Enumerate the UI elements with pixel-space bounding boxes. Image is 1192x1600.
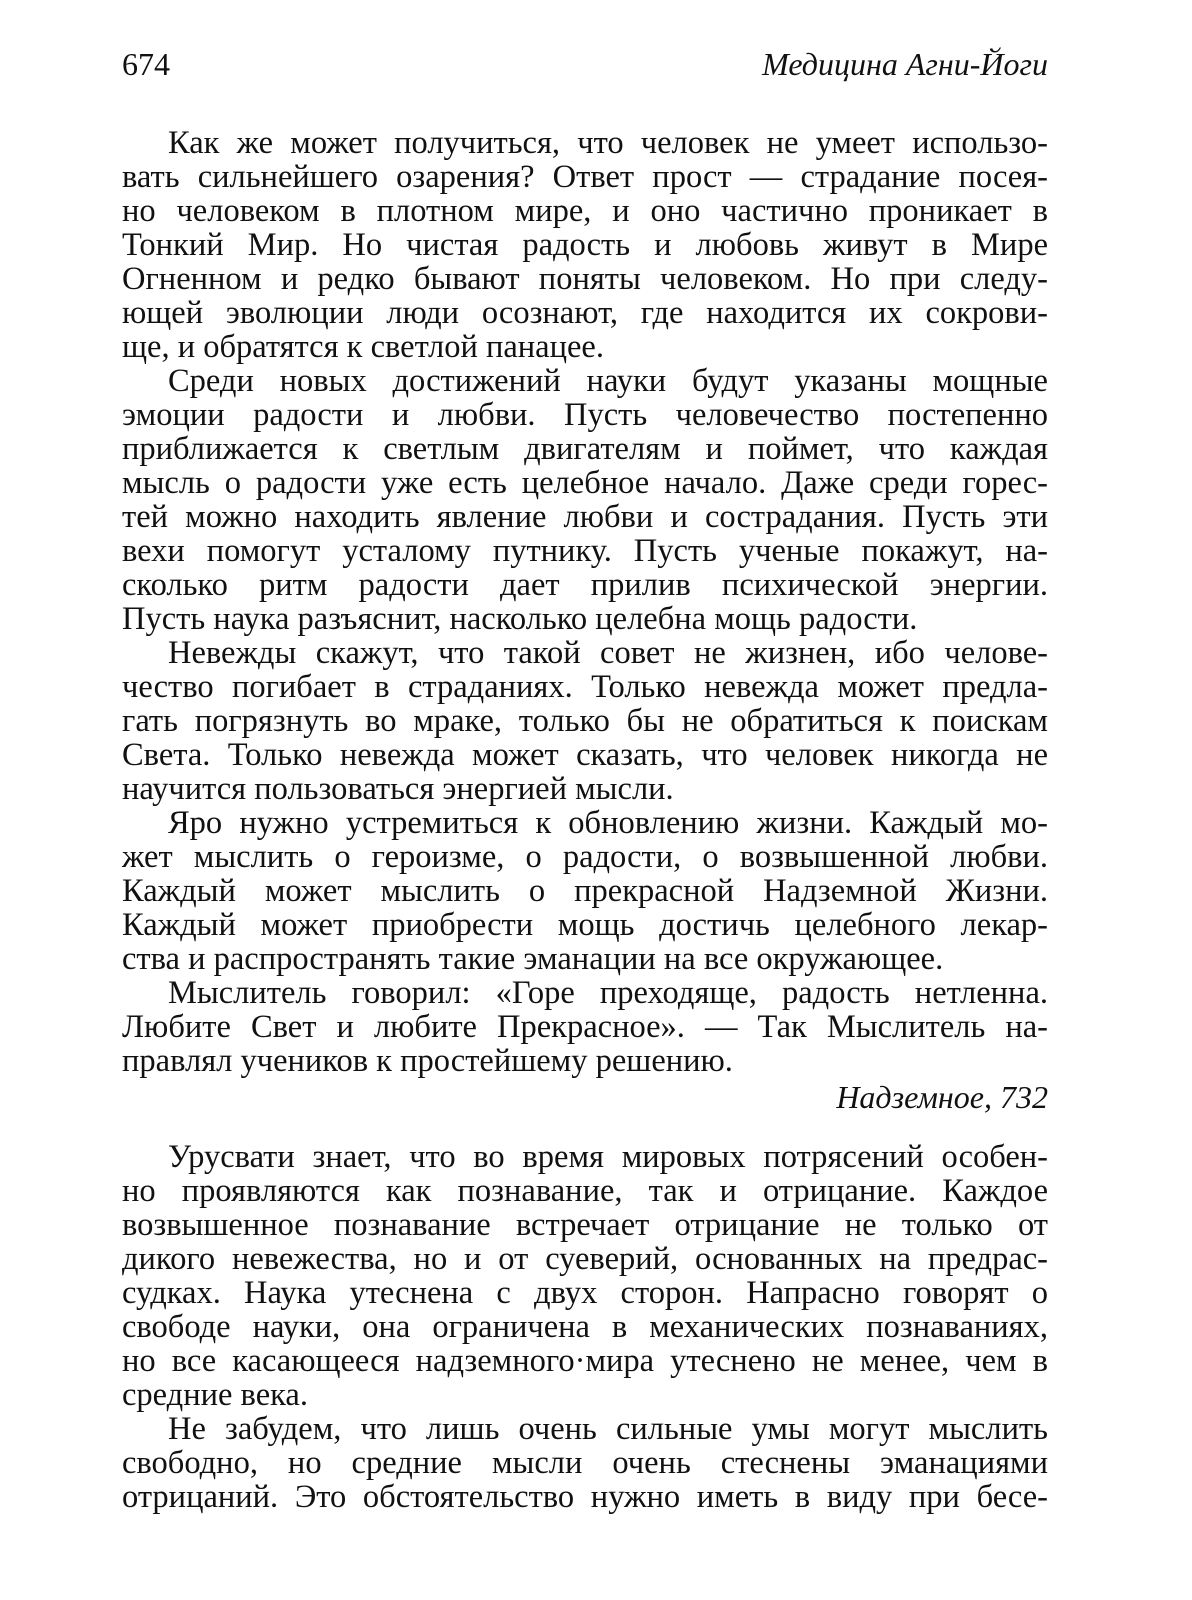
text-line: свободно, но средние мысли очень стеснены эманациями bbox=[122, 1445, 1048, 1481]
text-line: Среди новых достижений науки будут указаны мощные bbox=[168, 363, 1048, 399]
text-line: вать сильнейшего озарения? Ответ прост — страдание посея- bbox=[122, 159, 1048, 195]
page-number: 674 bbox=[122, 46, 170, 82]
text-line: ющей эволюции люди осознают, где находится их сокрови- bbox=[122, 295, 1048, 331]
text-line: вехи помогут усталому путнику. Пусть ученые покажут, на- bbox=[122, 533, 1048, 569]
text-line: возвышенное познавание встречает отрицание не только от bbox=[122, 1207, 1048, 1243]
text-block-2 bbox=[122, 1140, 1048, 1514]
text-line: научится пользоваться энергией мысли. bbox=[122, 771, 674, 807]
text-line: мысль о радости уже есть целебное начало. Даже среди горес- bbox=[122, 465, 1048, 501]
source-reference: Надземное, 732 bbox=[836, 1079, 1048, 1115]
text-line: Тонкий Мир. Но чистая радость и любовь живут в Мире bbox=[122, 227, 1048, 263]
text-line: свободе науки, она ограничена в механических познаваниях, bbox=[122, 1309, 1048, 1345]
text-line: сколько ритм радости дает прилив психической энергии. bbox=[122, 567, 1048, 603]
page-header bbox=[122, 44, 1048, 84]
text-line: Урусвати знает, что во время мировых потрясений особен- bbox=[168, 1139, 1048, 1175]
text-line: Пусть наука разъяснит, насколько целебна мощь радости. bbox=[122, 601, 918, 637]
text-line: судках. Наука утеснена с двух сторон. Напрасно говорят о bbox=[122, 1275, 1048, 1311]
text-line: приближается к светлым двигателям и поймет, что каждая bbox=[122, 431, 1048, 467]
text-line: Не забудем, что лишь очень сильные умы могут мыслить bbox=[168, 1411, 1048, 1447]
text-line: тей можно находить явление любви и сострадания. Пусть эти bbox=[122, 499, 1048, 535]
text-line: Мыслитель говорил: «Горе преходяще, радость нетленна. bbox=[168, 975, 1048, 1011]
text-line: Огненном и редко бывают поняты человеком. Но при следу- bbox=[122, 261, 1048, 297]
text-line: чество погибает в страданиях. Только невежда может предла- bbox=[122, 669, 1048, 705]
text-line: Как же может получиться, что человек не умеет использо- bbox=[168, 125, 1048, 161]
text-line: ства и распространять такие эманации на все окружающее. bbox=[122, 941, 944, 977]
text-line: Каждый может приобрести мощь достичь целебного лекар- bbox=[122, 907, 1048, 943]
text-line: Каждый может мыслить о прекрасной Надземной Жизни. bbox=[122, 873, 1048, 909]
text-line: Яро нужно устремиться к обновлению жизни. Каждый мо- bbox=[168, 805, 1048, 841]
text-line: эмоции радости и любви. Пусть человечество постепенно bbox=[122, 397, 1048, 433]
text-line: Любите Свет и любите Прекрасное». — Так Мыслитель на- bbox=[122, 1009, 1048, 1045]
text-line: но человеком в плотном мире, и оно частично проникает в bbox=[122, 193, 1048, 229]
text-line: Света. Только невежда может сказать, что человек никогда не bbox=[122, 737, 1048, 773]
text-line: Невежды скажут, что такой совет не жизнен, ибо челове- bbox=[168, 635, 1048, 671]
text-line: ще, и обратятся к светлой панацее. bbox=[122, 329, 604, 365]
text-line: гать погрязнуть во мраке, только бы не обратиться к поискам bbox=[122, 703, 1048, 739]
text-line: средние века. bbox=[122, 1377, 308, 1413]
text-line: дикого невежества, но и от суеверий, основанных на предрас- bbox=[122, 1241, 1048, 1277]
text-block-1 bbox=[122, 126, 1048, 1078]
text-line: но все касающееся надземного·мира утеснено не менее, чем в bbox=[122, 1343, 1048, 1379]
text-line: правлял учеников к простейшему решению. bbox=[122, 1043, 733, 1079]
text-line: жет мыслить о героизме, о радости, о возвышенной любви. bbox=[122, 839, 1048, 875]
text-line: отрицаний. Это обстоятельство нужно иметь в виду при бесе- bbox=[122, 1479, 1048, 1515]
text-line: но проявляются как познавание, так и отрицание. Каждое bbox=[122, 1173, 1048, 1209]
running-title: Медицина Агни-Йоги bbox=[762, 46, 1048, 82]
